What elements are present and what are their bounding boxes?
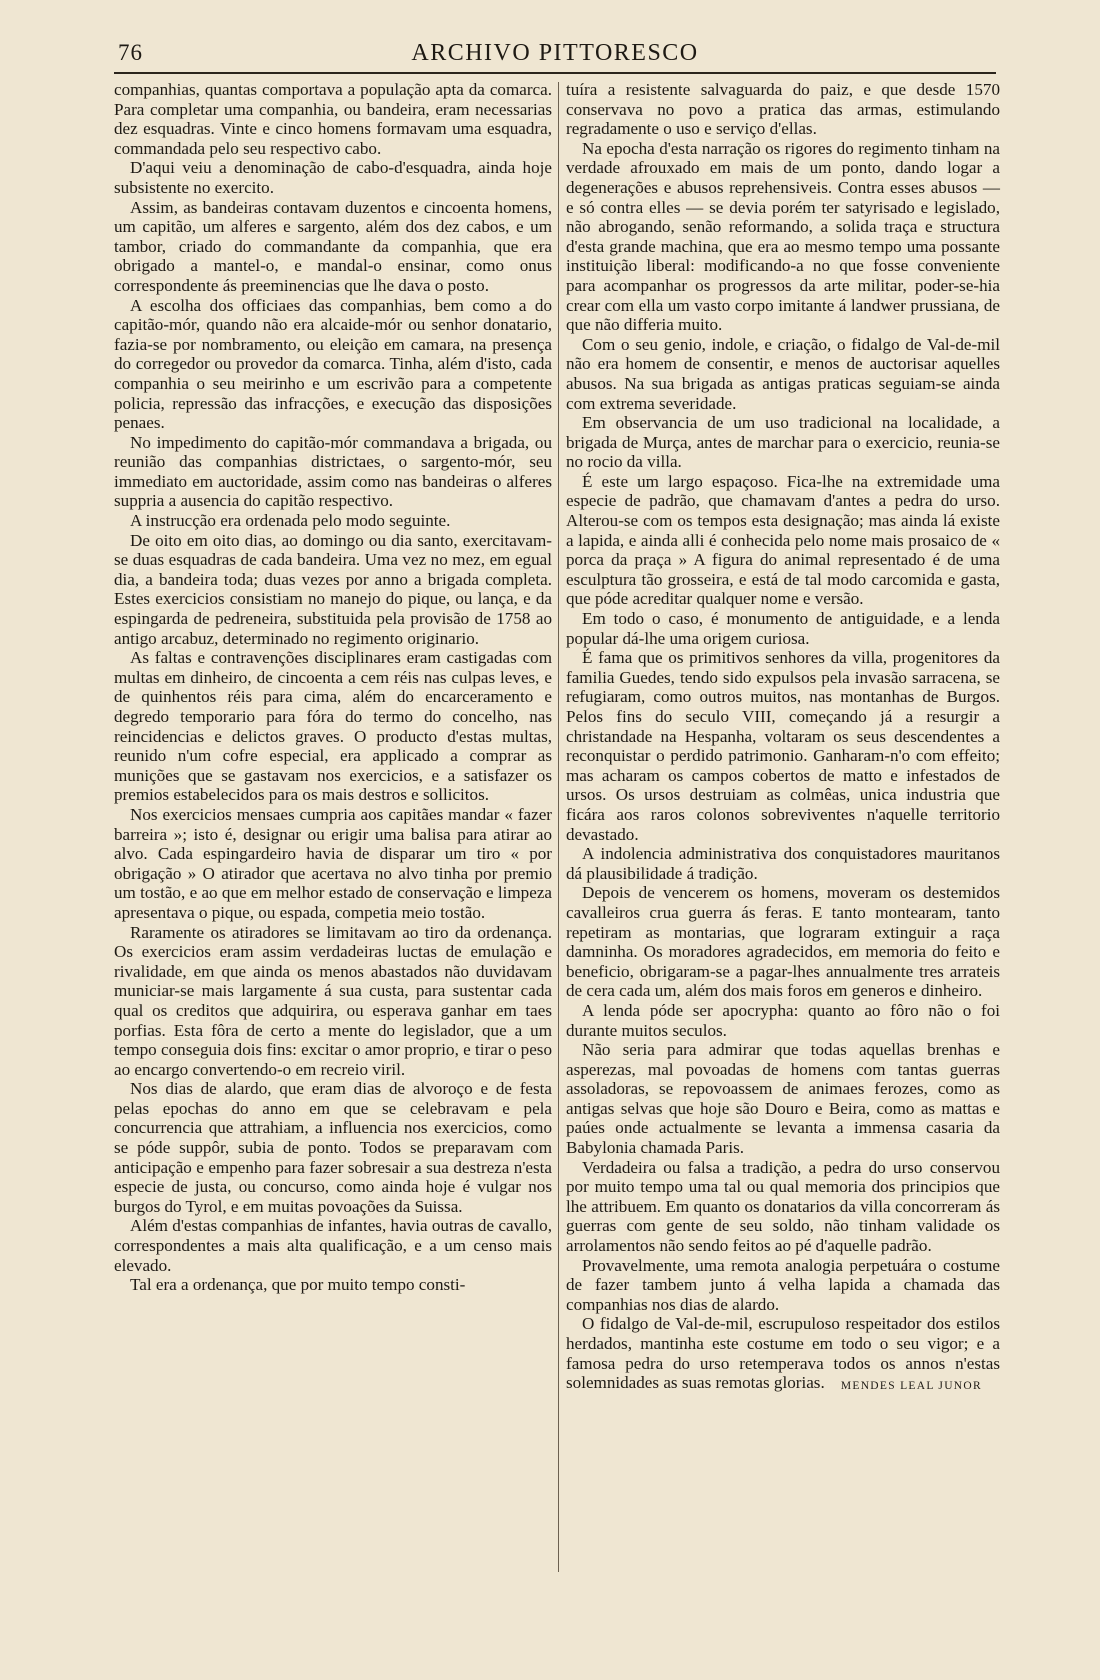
left-paragraph: A escolha dos officiaes das companhias, bem como a do capitão-mór, quando não era alcaide-mór ou senhor donatario, fazia-se por nombramento, ou eleição em camara, na presença do corregedor ou provedor da comarca. Tinha, além d'isto, cada companhia o seu meirinho e um escrivão para a competente policia, repressão das infracções, e execução das disposições penaes. — [114, 295, 552, 433]
right-paragraph: Com o seu genio, indole, e criação, o fidalgo de Val-de-mil não era homem de consentir, e menos de auctorisar aquelles abusos. Na sua brigada as antigas praticas seguiam-se ainda com extrema severidade. — [566, 334, 1000, 413]
left-paragraph: As faltas e contravenções disciplinares eram castigadas com multas em dinheiro, de cincoenta a cem réis nas culpas leves, e de quinhentos réis para cima, além do encarceramento e degredo temporario para fóra do termo do concelho, nas reincidencias e delictos graves. O producto d'estas multas, reunido n'um cofre especial, era applicado a comprar as munições que se gastavam nos exercicios, e a satisfazer os premios estabelecidos para os mais destros e sollicitos. — [114, 648, 552, 805]
right-paragraph: Em observancia de um uso tradicional na localidade, a brigada de Murça, antes de marchar para o exercicio, reunia-se no rocio da villa. — [566, 413, 1000, 472]
left-paragraph: Nos exercicios mensaes cumpria aos capitães mandar « fazer barreira »; isto é, designar ou erigir uma balisa para atirar ao alvo. Cada espingardeiro havia de disparar um tiro « por obrigação » O atirador que acertava no alvo tinha por premio um tostão, e ao que em melhor estado de conservação e limpeza apresentava o pique, ou espada, competia meio tostão. — [114, 804, 552, 922]
right-paragraph: Não seria para admirar que todas aquellas brenhas e asperezas, mal povoadas de homens com tantas guerras assoladoras, se repovoassem de animaes ferozes, como as antigas selvas que hoje são Douro e Beira, como as mattas e paúes onde actualmente se levanta a immensa casaria da Babylonia chamada Paris. — [566, 1040, 1000, 1158]
right-paragraph: Na epocha d'esta narração os rigores do regimento tinham na verdade afrouxado em mais de um ponto, dando logar a degenerações e abusos reprehensiveis. Contra esses abusos — e só contra elles — se devia porém ter satyrisado e legislado, não abrogando, senão reformando, a solida traça e structura d'esta grande machina, que era ao mesmo tempo uma possante instituição liberal: modificando-a no que fosse conveniente para acompanhar os progressos da arte militar, poder-se-hia crear com ella um vasto corpo imitante á landwer prussiana, de que não differia muito. — [566, 138, 1000, 335]
right-paragraph: Verdadeira ou falsa a tradição, a pedra do urso conservou por muito tempo uma tal ou qual memoria dos principios que lhe attribuem. Em quanto os donatarios da villa concorreram ás guerras com gente de seu soldo, não tinham validade os arrolamentos não sendo feitos ao pé d'aquelle padrão. — [566, 1157, 1000, 1256]
right-paragraph: A indolencia administrativa dos conquistadores mauritanos dá plausibilidade á tradição. — [566, 844, 1000, 883]
left-paragraph: Tal era a ordenança, que por muito tempo consti- — [130, 1275, 466, 1295]
page-header — [114, 38, 996, 74]
column-divider — [558, 82, 559, 1572]
left-paragraph: De oito em oito dias, ao domingo ou dia santo, exercitavam-se duas esquadras de cada bandeira. Uma vez no mez, em egual dia, a bandeira toda; duas vezes por anno a brigada completa. Estes exercicios consistiam no manejo do pique, ou lança, e da espingarda de pedreneira, substituida pela provisão de 1758 ao antigo arcabuz, determinado no regimento originario. — [114, 530, 552, 648]
right-paragraph: Provavelmente, uma remota analogia perpetuára o costume de fazer tambem junto á velha lapida a chamada das companhias nos dias de alardo. — [566, 1255, 1000, 1314]
left-paragraph: Raramente os atiradores se limitavam ao tiro da ordenança. Os exercicios eram assim verdadeiras luctas de emulação e rivalidade, em que ainda os menos abastados não duvidavam municiar-se mais largamente á sua custa, para sustentar cada qual os creditos que adquirira, ou esperava ganhar em taes porfias. Esta fôra de certo a mente do legislador, que a um tempo conseguia dois fins: excitar o amor proprio, e tirar o peso ao encargo convertendo-o em recreio viril. — [114, 922, 552, 1079]
author-signature: MENDES LEAL JUNOR — [840, 1379, 982, 1392]
right-paragraph: É fama que os primitivos senhores da villa, progenitores da familia Guedes, tendo sido expulsos pela invasão sarracena, se refugiaram, como outros muitos, nas montanhas de Burgos. Pelos fins do seculo VIII, começando já a resurgir a christandade na Hespanha, voltaram os seus descendentes a reconquistar o perdido patrimonio. Ganharam-n'o com effeito; mas acharam os campos cobertos de matto e infestados de ursos. Os ursos destruiam as colmêas, unica industria que ficára aos raros colonos sobreviventes n'aquelle territorio devastado. — [566, 648, 1000, 844]
left-column — [114, 80, 552, 1295]
left-paragraph: Assim, as bandeiras contavam duzentos e cincoenta homens, um capitão, um alferes e sargento, além dos dez cabos, e um tambor, criado do commandante da companhia, que era obrigado a mantel-o, e mandal-o ensinar, como onus correspondente ás preeminencias que lhe dava o posto. — [114, 197, 552, 295]
right-paragraph: O fidalgo de Val-de-mil, escrupuloso respeitador dos estilos herdados, mantinha este costume em todo o seu vigor; e a famosa pedra do urso retemperava todos os annos n'estas solemnidades as suas remotas glorias. — [566, 1314, 1000, 1393]
right-column — [566, 80, 1000, 1396]
running-title: ARCHIVO PITTORESCO — [411, 40, 699, 66]
left-paragraph: Além d'estas companhias de infantes, havia outras de cavallo, correspondentes a mais alta qualificação, e a um censo mais elevado. — [114, 1216, 552, 1275]
right-paragraph: tuíra a resistente salvaguarda do paiz, e que desde 1570 conservava no povo a pratica das armas, estimulando regradamente o uso e serviço d'ellas. — [566, 80, 1000, 139]
left-paragraph: D'aqui veiu a denominação de cabo-d'esquadra, ainda hoje subsistente no exercito. — [114, 158, 552, 197]
left-paragraph: A instrucção era ordenada pelo modo seguinte. — [130, 511, 451, 531]
left-paragraph: companhias, quantas comportava a população apta da comarca. Para completar uma companhia, ou bandeira, eram necessarias dez esquadras. Vinte e cinco homens formavam uma esquadra, commandada pelo seu respectivo cabo. — [114, 80, 552, 158]
right-paragraph: Em todo o caso, é monumento de antiguidade, e a lenda popular dá-lhe uma origem curiosa. — [566, 609, 1000, 648]
left-paragraph: No impedimento do capitão-mór commandava a brigada, ou reunião das companhias districtaes, o sargento-mór, seu immediato em auctoridade, assim como nas bandeiras o alferes suppria a ausencia do capitão respectivo. — [114, 432, 552, 511]
right-paragraph: É este um largo espaçoso. Fica-lhe na extremidade uma especie de padrão, que chamavam d'antes a pedra do urso. Alterou-se com os tempos esta designação; mas ainda lá existe a lapida, e ainda alli é conhecida pelo nome mais prosaico de « porca da praça » A figura do animal representado é de uma esculptura tão grosseira, e está de tal modo carcomida e gasta, que póde acreditar qualquer nome e versão. — [566, 471, 1000, 609]
left-paragraph: Nos dias de alardo, que eram dias de alvoroço e de festa pelas epochas do anno em que se celebravam e pela concurrencia que attrahiam, a influencia nos exercicios, como se póde suppôr, subia de ponto. Todos se preparavam com anticipação e empenho para fazer sobresair a sua destreza n'esta especie de justa, ou concurso, como ainda hoje é vulgar nos burgos do Tyrol, e em muitas povoações da Suissa. — [114, 1079, 552, 1216]
right-paragraph: Depois de vencerem os homens, moveram os destemidos cavalleiros crua guerra ás feras. E tanto montearam, tanto repetiram as montarias, que lograram extinguir a raça damninha. Os moradores agradecidos, em memoria do feito e beneficio, obrigaram-se a pagar-lhes annualmente tres arrateis de cera cada um, além dos mais foros em generos e dinheiro. — [566, 883, 1000, 1001]
right-paragraph: A lenda póde ser apocrypha: quanto ao fôro não o foi durante muitos seculos. — [566, 1000, 1000, 1040]
page-number: 76 — [118, 40, 143, 65]
